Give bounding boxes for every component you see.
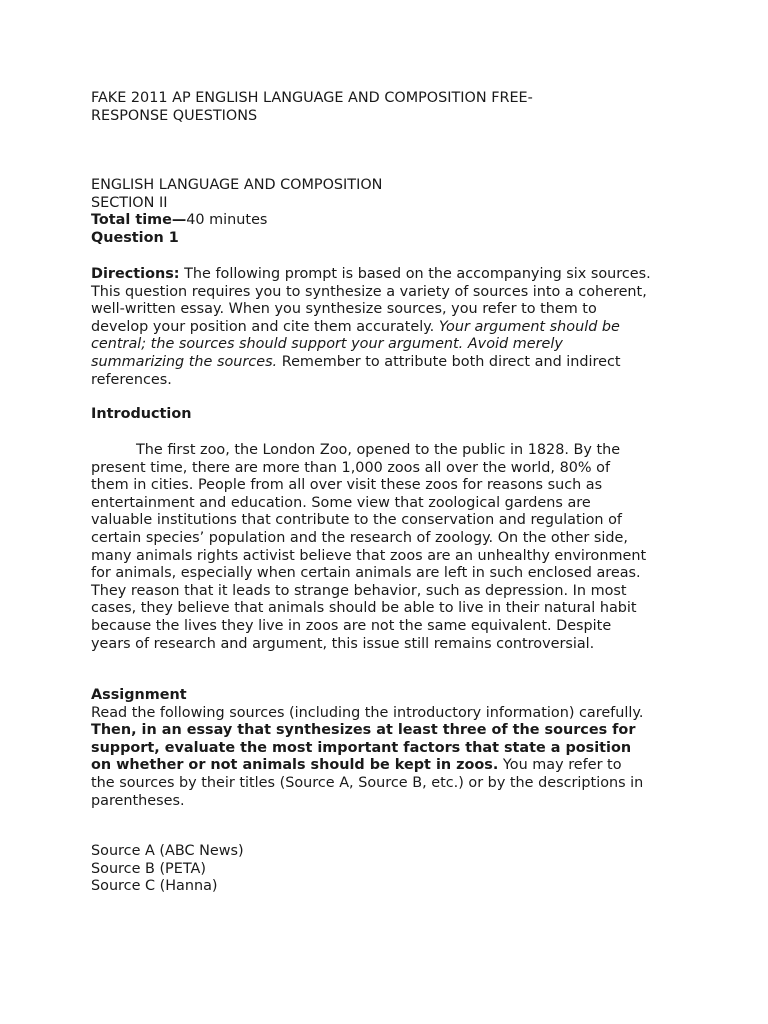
directions-line-3: well-written essay. When you synthesize sources, you refer to them to [91,301,597,318]
directions-line-6-italic: summarizing the sources. [91,353,278,370]
source-item: Source A (ABC News) [91,843,244,859]
document-title [91,90,691,125]
assignment-section [91,687,691,810]
course-name: ENGLISH LANGUAGE AND COMPOSITION [91,177,383,193]
intro-line: them in cities. People from all over visit these zoos for reasons such as [91,477,603,494]
intro-line: present time, there are more than 1,000 zoos all over the world, 80% of [91,459,611,476]
question-number: Question 1 [91,229,179,246]
intro-line: many animals rights activist believe that zoos are an unhealthy environment [91,547,647,564]
assignment-line-4 [91,757,691,775]
total-time [91,212,691,230]
introduction-heading: Introduction [91,406,192,422]
directions-paragraph [91,266,691,389]
directions-line-6-text: Remember to attribute both direct and indirect [277,353,621,370]
intro-line: The first zoo, the London Zoo, opened to the public in 1828. By the [136,442,621,458]
assignment-line-5: the sources by their titles (Source A, Source B, etc.) or by the descriptions in [91,774,644,791]
intro-line: cases, they believe that animals should be able to live in their natural habit [91,600,637,617]
total-time-label: Total time— [91,212,187,229]
directions-label: Directions: [91,266,180,282]
sources-list [91,843,691,896]
assignment-line-1: Read the following sources (including the introductory information) carefully. [91,704,644,721]
intro-line: because the lives they live in zoos are not the same equivalent. Despite [91,617,612,634]
directions-line-4-text: develop your position and cite them accurately. [91,318,439,335]
title-line-2: RESPONSE QUESTIONS [91,107,258,124]
assignment-line-2: Then, in an essay that synthesizes at least three of the sources for [91,722,636,739]
introduction-paragraph [91,442,691,653]
directions-line-4 [91,319,691,337]
intro-line: for animals, especially when certain animals are left in such enclosed areas. [91,565,641,582]
intro-line: years of research and argument, this issue still remains controversial. [91,635,595,652]
section-header [91,177,691,247]
directions-line-1-text: The following prompt is based on the accompanying six sources. [179,266,651,282]
title-line-1: FAKE 2011 AP ENGLISH LANGUAGE AND COMPOSITION FREE- [91,90,533,106]
intro-line: They reason that it leads to strange behavior, such as depression. In most [91,582,627,599]
assignment-line-3: support, evaluate the most important factors that state a position [91,739,632,756]
directions-line-4-italic: Your argument should be [438,318,620,335]
intro-line: certain species’ population and the research of zoology. On the other side, [91,529,628,546]
directions-line-6 [91,354,691,372]
source-item: Source B (PETA) [91,860,206,877]
intro-line: entertainment and education. Some view that zoological gardens are [91,494,591,511]
total-time-value: 40 minutes [186,212,268,229]
directions-line-2: This question requires you to synthesize a variety of sources into a coherent, [91,283,647,300]
assignment-heading: Assignment [91,687,187,703]
assignment-line-4-bold: on whether or not animals should be kept in zoos. [91,757,499,774]
assignment-line-4-text: You may refer to [498,757,622,774]
directions-line-7: references. [91,371,172,388]
intro-line: valuable institutions that contribute to the conservation and regulation of [91,512,622,529]
directions-line-5: central; the sources should support your argument. Avoid merely [91,336,563,353]
source-item: Source C (Hanna) [91,878,218,895]
directions-line-1 [91,266,691,284]
assignment-line-6: parentheses. [91,792,185,809]
section-label: SECTION II [91,194,168,211]
